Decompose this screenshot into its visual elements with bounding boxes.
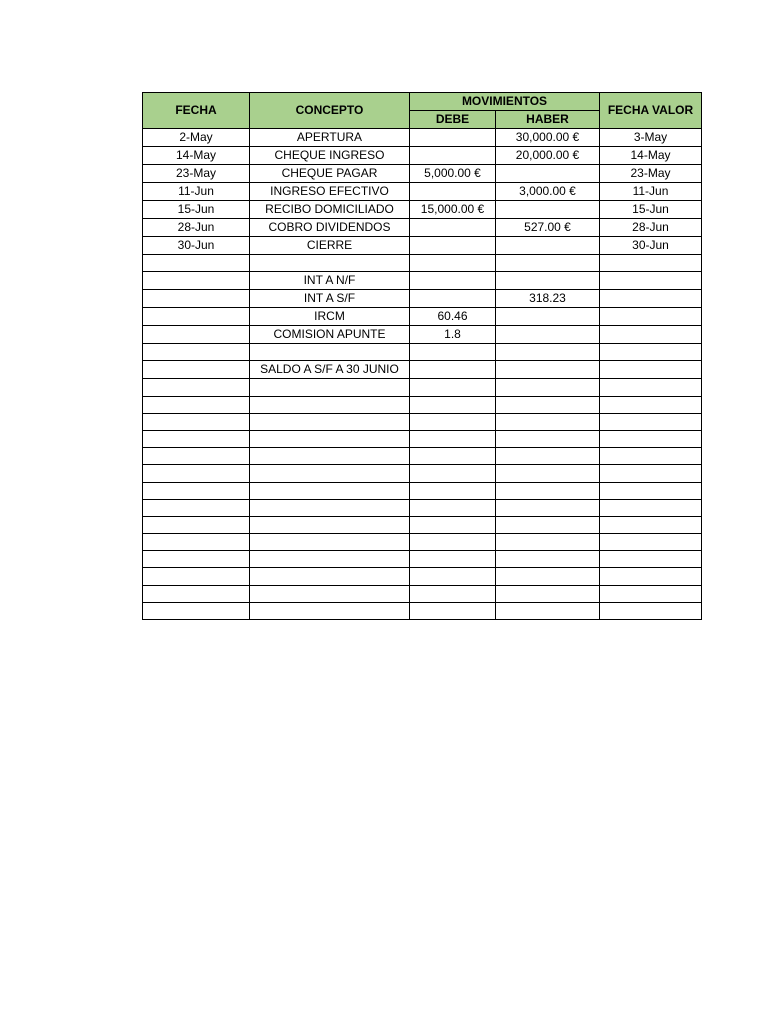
table-row — [143, 129, 702, 147]
fecha-valor-cell[interactable] — [600, 326, 702, 344]
concepto-cell[interactable] — [250, 585, 410, 602]
fecha-cell[interactable]: 15-Jun — [143, 201, 250, 219]
concepto-cell[interactable]: RECIBO DOMICILIADO — [250, 201, 410, 219]
debe-cell[interactable] — [410, 534, 496, 551]
fecha-cell[interactable] — [143, 430, 250, 447]
table-row — [143, 448, 702, 465]
concepto-cell[interactable]: CHEQUE PAGAR — [250, 165, 410, 183]
fecha-cell[interactable] — [143, 255, 250, 272]
fecha-cell[interactable]: 11-Jun — [143, 183, 250, 201]
table-row — [143, 361, 702, 379]
table-row — [143, 413, 702, 430]
debe-cell[interactable]: 60.46 — [410, 308, 496, 326]
concepto-cell[interactable]: APERTURA — [250, 129, 410, 147]
haber-cell[interactable] — [496, 326, 600, 344]
concepto-cell[interactable] — [250, 344, 410, 361]
fecha-valor-cell[interactable] — [600, 255, 702, 272]
haber-cell[interactable] — [496, 379, 600, 396]
concepto-cell[interactable] — [250, 516, 410, 533]
fecha-valor-cell[interactable]: 15-Jun — [600, 201, 702, 219]
fecha-cell[interactable]: 28-Jun — [143, 219, 250, 237]
fecha-cell[interactable]: 2-May — [143, 129, 250, 147]
haber-cell[interactable] — [496, 165, 600, 183]
movements-table — [142, 92, 702, 620]
haber-cell[interactable] — [496, 551, 600, 568]
fecha-cell[interactable] — [143, 326, 250, 344]
fecha-valor-cell[interactable] — [600, 396, 702, 413]
concepto-cell[interactable]: CHEQUE INGRESO — [250, 147, 410, 165]
debe-cell[interactable]: 15,000.00 € — [410, 201, 496, 219]
header-concepto: CONCEPTO — [250, 93, 410, 129]
debe-cell[interactable]: 5,000.00 € — [410, 165, 496, 183]
haber-cell[interactable] — [496, 308, 600, 326]
debe-cell[interactable] — [410, 272, 496, 290]
debe-cell[interactable] — [410, 413, 496, 430]
table-row — [143, 219, 702, 237]
haber-cell[interactable] — [496, 255, 600, 272]
fecha-cell[interactable] — [143, 551, 250, 568]
debe-cell[interactable] — [410, 361, 496, 379]
table-row — [143, 272, 702, 290]
table-row — [143, 551, 702, 568]
haber-cell[interactable] — [496, 396, 600, 413]
haber-cell[interactable] — [496, 482, 600, 499]
fecha-cell[interactable] — [143, 344, 250, 361]
debe-cell[interactable] — [410, 448, 496, 465]
concepto-cell[interactable] — [250, 413, 410, 430]
fecha-cell[interactable] — [143, 602, 250, 619]
debe-cell[interactable] — [410, 219, 496, 237]
concepto-cell[interactable] — [250, 379, 410, 396]
haber-cell[interactable] — [496, 585, 600, 602]
table-row — [143, 290, 702, 308]
haber-cell[interactable] — [496, 201, 600, 219]
concepto-cell[interactable] — [250, 499, 410, 516]
fecha-valor-cell[interactable] — [600, 482, 702, 499]
debe-cell[interactable] — [410, 344, 496, 361]
fecha-cell[interactable] — [143, 290, 250, 308]
fecha-valor-cell[interactable] — [600, 602, 702, 619]
concepto-cell[interactable]: IRCM — [250, 308, 410, 326]
fecha-valor-cell[interactable]: 28-Jun — [600, 219, 702, 237]
fecha-valor-cell[interactable]: 30-Jun — [600, 237, 702, 255]
fecha-valor-cell[interactable] — [600, 534, 702, 551]
fecha-valor-cell[interactable] — [600, 344, 702, 361]
fecha-cell[interactable] — [143, 308, 250, 326]
debe-cell[interactable] — [410, 430, 496, 447]
haber-cell[interactable] — [496, 344, 600, 361]
fecha-valor-cell[interactable]: 14-May — [600, 147, 702, 165]
fecha-cell[interactable] — [143, 568, 250, 585]
debe-cell[interactable] — [410, 129, 496, 147]
table-row — [143, 568, 702, 585]
haber-cell[interactable] — [496, 430, 600, 447]
concepto-cell[interactable]: INGRESO EFECTIVO — [250, 183, 410, 201]
haber-cell[interactable] — [496, 272, 600, 290]
table-row — [143, 344, 702, 361]
fecha-cell[interactable] — [143, 413, 250, 430]
debe-cell[interactable] — [410, 551, 496, 568]
concepto-cell[interactable]: SALDO A S/F A 30 JUNIO — [250, 361, 410, 379]
table-row — [143, 516, 702, 533]
concepto-cell[interactable]: CIERRE — [250, 237, 410, 255]
haber-cell[interactable] — [496, 602, 600, 619]
concepto-cell[interactable]: INT A N/F — [250, 272, 410, 290]
debe-cell[interactable] — [410, 237, 496, 255]
header-fecha: FECHA — [143, 93, 250, 129]
debe-cell[interactable] — [410, 255, 496, 272]
fecha-cell[interactable] — [143, 499, 250, 516]
fecha-valor-cell[interactable] — [600, 465, 702, 482]
table-body — [143, 129, 702, 620]
table-row — [143, 308, 702, 326]
concepto-cell[interactable]: INT A S/F — [250, 290, 410, 308]
fecha-valor-cell[interactable] — [600, 361, 702, 379]
debe-cell[interactable] — [410, 602, 496, 619]
fecha-cell[interactable] — [143, 482, 250, 499]
concepto-cell[interactable]: COBRO DIVIDENDOS — [250, 219, 410, 237]
table-row — [143, 326, 702, 344]
haber-cell[interactable] — [496, 499, 600, 516]
concepto-cell[interactable] — [250, 448, 410, 465]
table-row — [143, 585, 702, 602]
fecha-valor-cell[interactable] — [600, 272, 702, 290]
debe-cell[interactable]: 1.8 — [410, 326, 496, 344]
fecha-cell[interactable]: 23-May — [143, 165, 250, 183]
haber-cell[interactable]: 527.00 € — [496, 219, 600, 237]
concepto-cell[interactable] — [250, 602, 410, 619]
table-row — [143, 237, 702, 255]
fecha-cell[interactable] — [143, 396, 250, 413]
concepto-cell[interactable] — [250, 534, 410, 551]
fecha-cell[interactable]: 14-May — [143, 147, 250, 165]
table-row — [143, 147, 702, 165]
concepto-cell[interactable] — [250, 482, 410, 499]
debe-cell[interactable] — [410, 396, 496, 413]
debe-cell[interactable] — [410, 379, 496, 396]
haber-cell[interactable] — [496, 413, 600, 430]
fecha-valor-cell[interactable] — [600, 290, 702, 308]
debe-cell[interactable] — [410, 499, 496, 516]
table-row — [143, 602, 702, 619]
debe-cell[interactable] — [410, 465, 496, 482]
haber-cell[interactable]: 318.23 — [496, 290, 600, 308]
fecha-valor-cell[interactable]: 11-Jun — [600, 183, 702, 201]
fecha-cell[interactable] — [143, 361, 250, 379]
fecha-valor-cell[interactable] — [600, 568, 702, 585]
fecha-cell[interactable] — [143, 272, 250, 290]
fecha-cell[interactable] — [143, 379, 250, 396]
concepto-cell[interactable] — [250, 465, 410, 482]
table-row — [143, 201, 702, 219]
debe-cell[interactable] — [410, 482, 496, 499]
fecha-valor-cell[interactable]: 3-May — [600, 129, 702, 147]
fecha-cell[interactable] — [143, 516, 250, 533]
header-fecha-valor: FECHA VALOR — [600, 93, 702, 129]
fecha-cell[interactable] — [143, 585, 250, 602]
concepto-cell[interactable]: COMISION APUNTE — [250, 326, 410, 344]
table-row — [143, 165, 702, 183]
table-row — [143, 499, 702, 516]
concepto-cell[interactable] — [250, 255, 410, 272]
table-row — [143, 396, 702, 413]
header-debe: DEBE — [410, 111, 496, 129]
debe-cell[interactable] — [410, 568, 496, 585]
haber-cell[interactable] — [496, 465, 600, 482]
fecha-valor-cell[interactable] — [600, 516, 702, 533]
haber-cell[interactable] — [496, 237, 600, 255]
haber-cell[interactable] — [496, 448, 600, 465]
debe-cell[interactable] — [410, 516, 496, 533]
concepto-cell[interactable] — [250, 430, 410, 447]
table-row — [143, 482, 702, 499]
debe-cell[interactable] — [410, 585, 496, 602]
header-movimientos: MOVIMIENTOS — [410, 93, 600, 111]
concepto-cell[interactable] — [250, 568, 410, 585]
table-row — [143, 255, 702, 272]
fecha-valor-cell[interactable] — [600, 430, 702, 447]
header-haber: HABER — [496, 111, 600, 129]
haber-cell[interactable] — [496, 534, 600, 551]
fecha-valor-cell[interactable] — [600, 585, 702, 602]
haber-cell[interactable]: 20,000.00 € — [496, 147, 600, 165]
table-row — [143, 465, 702, 482]
fecha-valor-cell[interactable] — [600, 413, 702, 430]
table-row — [143, 183, 702, 201]
haber-cell[interactable]: 30,000.00 € — [496, 129, 600, 147]
fecha-valor-cell[interactable] — [600, 448, 702, 465]
table-row — [143, 430, 702, 447]
fecha-cell[interactable] — [143, 534, 250, 551]
haber-cell[interactable]: 3,000.00 € — [496, 183, 600, 201]
fecha-valor-cell[interactable] — [600, 308, 702, 326]
concepto-cell[interactable] — [250, 396, 410, 413]
debe-cell[interactable] — [410, 147, 496, 165]
fecha-valor-cell[interactable] — [600, 551, 702, 568]
table-row — [143, 379, 702, 396]
fecha-cell[interactable] — [143, 465, 250, 482]
debe-cell[interactable] — [410, 183, 496, 201]
haber-cell[interactable] — [496, 516, 600, 533]
haber-cell[interactable] — [496, 361, 600, 379]
haber-cell[interactable] — [496, 568, 600, 585]
fecha-cell[interactable]: 30-Jun — [143, 237, 250, 255]
fecha-valor-cell[interactable] — [600, 379, 702, 396]
fecha-valor-cell[interactable]: 23-May — [600, 165, 702, 183]
debe-cell[interactable] — [410, 290, 496, 308]
fecha-valor-cell[interactable] — [600, 499, 702, 516]
fecha-cell[interactable] — [143, 448, 250, 465]
table-row — [143, 534, 702, 551]
concepto-cell[interactable] — [250, 551, 410, 568]
